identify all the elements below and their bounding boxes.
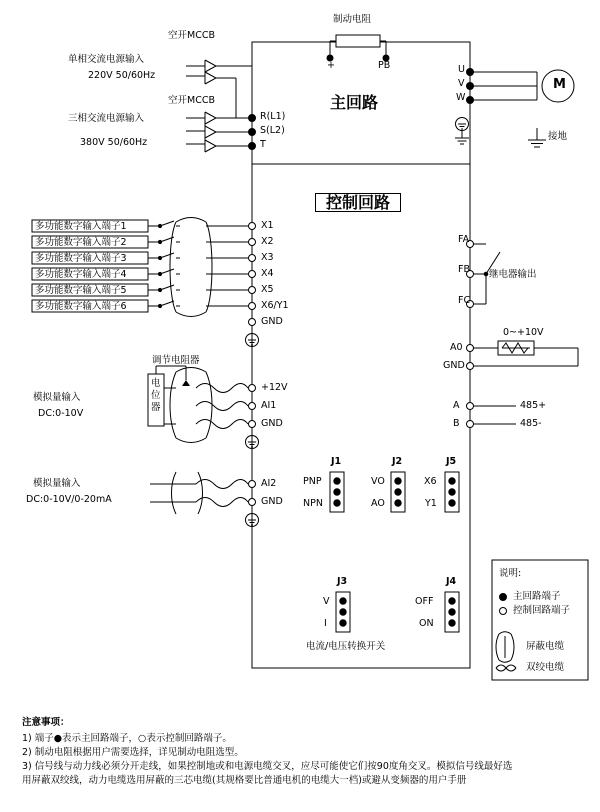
control-circuit-title: 控制回路: [315, 193, 401, 212]
analog-input2-title: 模拟量输入: [33, 478, 81, 489]
jumper-j3-top-label: V: [323, 596, 330, 607]
terminal-gnd-ai2: GND: [261, 496, 283, 507]
brake-plus-label: +: [327, 60, 335, 71]
terminal-gnd-ao: GND: [443, 360, 465, 371]
ao-range-label: 0~+10V: [503, 327, 544, 338]
brake-pb-label: PB: [378, 60, 391, 71]
terminal-x1: X1: [261, 220, 274, 231]
adjust-resistor-label: 调节电阻器: [152, 355, 200, 366]
jumper-j4-name: J4: [446, 576, 457, 587]
terminal-x4: X4: [261, 268, 274, 279]
rs485-plus-label: 485+: [520, 400, 547, 411]
terminal-gnd-ai1: GND: [261, 418, 283, 429]
single-phase-label-2: 220V 50/60Hz: [88, 70, 156, 81]
terminal-485b: B: [453, 418, 460, 429]
jumper-j5-bottom-label: Y1: [425, 498, 437, 509]
legend-main-terminal-label: 主回路端子: [513, 591, 561, 602]
terminal-ai1: AI1: [261, 400, 277, 411]
jumper-j2-name: J2: [392, 456, 403, 467]
mccb1-label: 空开MCCB: [168, 30, 215, 41]
terminal-485a: A: [453, 400, 460, 411]
jumper-j5-top-label: X6: [424, 476, 437, 487]
three-phase-label-1: 三相交流电源输入: [68, 113, 145, 124]
digital-input-label-1: 多功能数字输入端子1: [35, 221, 127, 232]
terminal-x6y1: X6/Y1: [261, 300, 289, 311]
rs485-minus-label: 485-: [520, 418, 542, 429]
digital-input-label-4: 多功能数字输入端子4: [35, 269, 127, 280]
relay-output-label: 继电器输出: [489, 269, 537, 280]
terminal-ai2: AI2: [261, 478, 277, 489]
jumper-caption: 电流/电压转换开关: [306, 641, 386, 652]
legend-control-terminal-label: 控制回路端子: [513, 605, 571, 616]
terminal-s: S(L2): [260, 125, 285, 136]
brake-resistor-label: 制动电阻: [333, 14, 372, 25]
terminal-v: V: [458, 78, 465, 89]
digital-input-label-3: 多功能数字输入端子3: [35, 253, 127, 264]
single-phase-label-1: 单相交流电源输入: [68, 54, 145, 65]
legend-shielded-cable-label: 屏蔽电缆: [526, 641, 565, 652]
jumper-j3-bottom-label: I: [324, 618, 327, 629]
digital-input-label-6: 多功能数字输入端子6: [35, 301, 127, 312]
terminal-u: U: [458, 64, 465, 75]
motor-label: M: [553, 77, 566, 92]
jumper-j2-top-label: VO: [371, 476, 385, 487]
terminal-gnd-digital: GND: [261, 316, 283, 327]
terminal-12v: +12V: [261, 382, 288, 393]
analog-input2-range: DC:0-10V/0-20mA: [26, 494, 112, 505]
note-line-1: 1) 端子●表示主回路端子，○表示控制回路端子。: [22, 733, 232, 744]
legend-twisted-cable-label: 双绞电缆: [526, 662, 565, 673]
jumper-j1-bottom-label: NPN: [303, 498, 323, 509]
terminal-fb: FB: [458, 264, 470, 275]
analog-input1-title: 模拟量输入: [33, 392, 81, 403]
ground-label: 接地: [548, 131, 568, 142]
terminal-t: T: [260, 139, 266, 150]
jumper-j1-name: J1: [331, 456, 342, 467]
three-phase-label-2: 380V 50/60Hz: [80, 137, 148, 148]
terminal-fc: FC: [458, 295, 471, 306]
digital-input-label-5: 多功能数字输入端子5: [35, 285, 127, 296]
main-circuit-title: 主回路: [330, 93, 379, 112]
terminal-w: W: [456, 92, 466, 103]
jumper-j1-top-label: PNP: [303, 476, 322, 487]
note-line-2: 2) 制动电阻根据用户需要选择，详见制动电阻选型。: [22, 747, 244, 758]
terminal-x5: X5: [261, 284, 274, 295]
potentiometer-box-label: 电位器: [151, 378, 161, 413]
note-line-4: 用屏蔽双绞线，动力电缆选用屏蔽的三芯电缆(其规格要比普通电机的电缆大一档)或避从变频器的用户手册: [22, 775, 467, 786]
terminal-a0: A0: [450, 342, 463, 353]
jumper-j4-bottom-label: ON: [419, 618, 434, 629]
legend-title: 说明:: [499, 568, 522, 579]
jumper-j2-bottom-label: AO: [371, 498, 385, 509]
digital-input-label-2: 多功能数字输入端子2: [35, 237, 127, 248]
analog-input1-range: DC:0-10V: [38, 408, 84, 419]
notes-block: [22, 716, 582, 788]
terminal-r: R(L1): [260, 111, 286, 122]
jumper-j4-top-label: OFF: [415, 596, 434, 607]
jumper-j5-name: J5: [446, 456, 457, 467]
notes-title: 注意事项：: [22, 717, 70, 728]
mccb2-label: 空开MCCB: [168, 95, 215, 106]
terminal-x3: X3: [261, 252, 274, 263]
terminal-fa: FA: [458, 234, 470, 245]
terminal-x2: X2: [261, 236, 274, 247]
jumper-j3-name: J3: [337, 576, 348, 587]
note-line-3: 3) 信号线与动力线必须分开走线，如果控制地或和电源电缆交叉，应尽可能使它们按90度角交叉。模拟信号线最好选: [22, 761, 513, 772]
